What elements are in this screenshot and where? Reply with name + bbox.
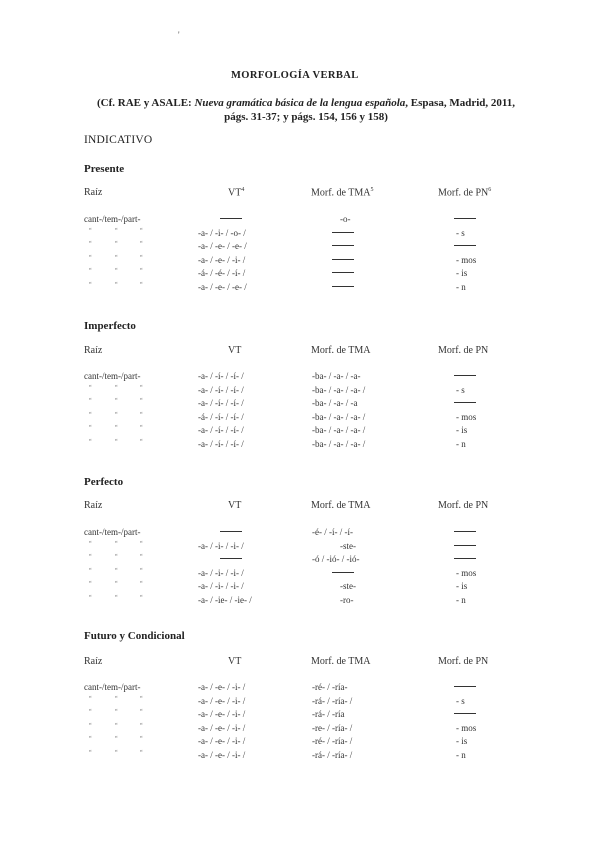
blank-slot [454, 679, 476, 687]
column-header-pn: Morf. de PN [438, 500, 489, 511]
ditto-mark: “ [89, 567, 92, 574]
theme-vowel-cell: -a- / -e- / -i- / [198, 749, 246, 760]
blank-slot [332, 565, 354, 573]
theme-vowel-cell: -a- / -e- / -e- / [198, 281, 247, 292]
ditto-mark: “ [89, 722, 92, 729]
footnote-mark: 4 [241, 187, 245, 193]
ditto-mark: “ [140, 709, 143, 715]
tma-morpheme-cell: -ó / -ió- / -ió- [312, 554, 360, 564]
ditto-mark: “ [140, 241, 143, 247]
pn-morpheme-cell: - is [456, 736, 468, 746]
ditto-mark: “ [140, 398, 143, 404]
ditto-mark: “ [140, 268, 143, 274]
blank-slot [454, 395, 476, 403]
tma-morpheme-cell: -ste- [340, 540, 356, 551]
tma-morpheme-cell: -ré- / -ría- [312, 682, 348, 692]
tma-morpheme-cell: -ba- / -a- / -a- / [312, 438, 366, 449]
reference-work: Nueva gramática básica de la lengua española [194, 97, 406, 109]
tma-morpheme-cell: -rá- / -ría [312, 709, 345, 719]
tma-morpheme-cell: -ba- / -a- / -a- / [312, 411, 366, 422]
column-header-root: Raíz [84, 656, 103, 667]
reference-note [86, 96, 526, 124]
blank-slot [332, 252, 354, 260]
section-title: Presente [84, 163, 125, 175]
ditto-mark: “ [115, 281, 118, 288]
theme-vowel-cell: -a- / -i- / -i- / [198, 567, 244, 578]
reference-suffix: , Espasa, Madrid, 2011, [405, 97, 516, 109]
tma-morpheme-cell: -rá- / -ría- / [312, 749, 353, 760]
pn-morpheme-cell: - mos [456, 411, 477, 422]
theme-vowel-cell: -a- / -i- / -i- / [198, 581, 244, 591]
pn-morpheme-cell: - is [456, 425, 468, 435]
ditto-mark: “ [115, 594, 118, 601]
theme-vowel-cell: -a- / -í- / -í- / [198, 384, 244, 395]
ditto-mark: “ [140, 227, 143, 234]
blank-slot [332, 225, 354, 233]
column-header-pn: Morf. de PN [438, 656, 489, 667]
theme-vowel-cell: -a- / -e- / -i- / [198, 682, 246, 692]
ditto-mark: “ [140, 438, 143, 445]
pn-morpheme-cell: - n [456, 594, 466, 605]
ditto-mark: “ [115, 749, 118, 756]
column-header-root: Raíz [84, 345, 103, 356]
ditto-mark: “ [115, 241, 118, 247]
ditto-mark: “ [115, 227, 118, 234]
pn-morpheme-cell: - s [456, 384, 465, 395]
ditto-mark: “ [89, 581, 92, 587]
theme-vowel-cell: -a- / -e- / -i- / [198, 722, 246, 733]
ditto-mark: “ [140, 581, 143, 587]
section-title: Futuro y Condicional [84, 630, 185, 642]
tma-morpheme-cell: -ré- / -ría- / [312, 736, 353, 746]
ditto-mark: “ [89, 398, 92, 404]
tma-morpheme-cell: -ro- [340, 594, 354, 605]
pn-morpheme-cell: - mos [456, 722, 477, 733]
section-title: Imperfecto [84, 320, 136, 332]
tma-morpheme-cell: -ba- / -a- / -a- / [312, 425, 366, 435]
blank-slot [454, 551, 476, 559]
root-stem: cant-/tem-/part- [84, 527, 141, 537]
footnote-mark: 6 [488, 187, 492, 193]
reference-prefix: (Cf. RAE y ASALE: [96, 97, 192, 109]
blank-slot [454, 211, 476, 219]
column-header-tma: Morf. de TMA$^5$ [311, 187, 374, 199]
ditto-mark: “ [140, 594, 143, 601]
ditto-mark: “ [89, 594, 92, 601]
pn-morpheme-cell: - mos [456, 254, 477, 265]
theme-vowel-cell: -a- / -í- / -í- / [198, 425, 244, 435]
tma-morpheme-cell: -rá- / -ría- / [312, 695, 353, 706]
blank-slot [454, 238, 476, 246]
ditto-mark: “ [115, 268, 118, 274]
pn-morpheme-cell: - s [456, 695, 465, 706]
column-header-tma: Morf. de TMA [311, 345, 371, 356]
mood-heading: INDICATIVO [84, 134, 153, 146]
ditto-mark: “ [115, 384, 118, 391]
theme-vowel-cell: -a- / -e- / -i- / [198, 254, 246, 265]
theme-vowel-cell: -a- / -e- / -e- / [198, 241, 247, 251]
ditto-mark: “ [89, 425, 92, 431]
root-stem: cant-/tem-/part- [84, 371, 141, 381]
ditto-mark: “ [89, 281, 92, 288]
ditto-mark: “ [89, 411, 92, 418]
ditto-mark: “ [115, 254, 118, 261]
tma-morpheme-cell: -ba- / -a- / -a- / [312, 384, 366, 395]
ditto-mark: “ [89, 227, 92, 234]
theme-vowel-cell: -a- / -í- / -í- / [198, 398, 244, 408]
column-header-root: Raíz [84, 187, 103, 198]
tma-morpheme-cell: -ba- / -a- / -a [312, 398, 358, 408]
theme-vowel-cell: -a- / -e- / -i- / [198, 709, 246, 719]
ditto-mark: “ [89, 540, 92, 547]
blank-slot [332, 279, 354, 287]
ditto-mark: “ [89, 384, 92, 391]
ditto-mark: “ [115, 540, 118, 547]
ditto-mark: “ [140, 384, 143, 391]
blank-slot [454, 538, 476, 546]
ditto-mark: “ [89, 438, 92, 445]
ditto-mark: “ [140, 425, 143, 431]
column-header-vt: VT [228, 656, 242, 667]
tma-morpheme-cell: -é- / -í- / -í- [312, 527, 353, 537]
theme-vowel-cell: -a- / -e- / -i- / [198, 695, 246, 706]
column-header-tma: Morf. de TMA [311, 500, 371, 511]
tma-morpheme-cell: -o- [340, 214, 351, 224]
ditto-mark: “ [89, 254, 92, 261]
ditto-mark: “ [140, 695, 143, 702]
theme-vowel-cell: -á- / -í- / -í- / [198, 411, 244, 422]
ditto-mark: “ [89, 749, 92, 756]
blank-slot [220, 551, 242, 559]
theme-vowel-cell: -a- / -e- / -i- / [198, 736, 246, 746]
ditto-mark: “ [115, 438, 118, 445]
column-header-tma: Morf. de TMA [311, 656, 371, 667]
blank-slot [332, 238, 354, 246]
pn-morpheme-cell: - n [456, 281, 466, 292]
root-stem: cant-/tem-/part- [84, 214, 141, 224]
pn-morpheme-cell: - n [456, 438, 466, 449]
ditto-mark: “ [115, 736, 118, 742]
pn-morpheme-cell: - s [456, 227, 465, 238]
tma-morpheme-cell: -ste- [340, 581, 356, 591]
blank-slot [220, 524, 242, 532]
ditto-mark: “ [140, 567, 143, 574]
pn-morpheme-cell: - is [456, 581, 468, 591]
ditto-mark: “ [140, 736, 143, 742]
pn-morpheme-cell: - n [456, 749, 466, 760]
theme-vowel-cell: -á- / -é- / -í- / [198, 268, 246, 278]
ditto-mark: “ [89, 241, 92, 247]
theme-vowel-cell: -a- / -í- / -í- / [198, 371, 244, 381]
column-header-root: Raíz [84, 500, 103, 511]
ditto-mark: “ [140, 540, 143, 547]
theme-vowel-cell: -a- / -i- / -o- / [198, 227, 246, 238]
blank-slot [332, 265, 354, 273]
blank-slot [454, 706, 476, 714]
column-header-pn: Morf. de PN [438, 345, 489, 356]
blank-slot [220, 211, 242, 219]
stray-mark: ' [178, 30, 180, 40]
ditto-mark: “ [89, 736, 92, 742]
theme-vowel-cell: -a- / -í- / -í- / [198, 438, 244, 449]
ditto-mark: “ [115, 722, 118, 729]
column-header-vt: VT [228, 345, 242, 356]
ditto-mark: “ [89, 695, 92, 702]
tma-morpheme-cell: -re- / -ría- / [312, 722, 353, 733]
ditto-mark: “ [115, 411, 118, 418]
ditto-mark: “ [140, 254, 143, 261]
ditto-mark: “ [115, 709, 118, 715]
reference-pages: págs. 31-37; y págs. 154, 156 y 158) [224, 111, 388, 123]
column-header-vt: $VT^4$ [228, 187, 245, 199]
ditto-mark: “ [89, 709, 92, 715]
column-header-vt: VT [228, 500, 242, 511]
ditto-mark: “ [140, 411, 143, 418]
ditto-mark: “ [115, 554, 118, 560]
theme-vowel-cell: -a- / -ie- / -ie- / [198, 594, 252, 605]
ditto-mark: “ [115, 425, 118, 431]
pn-morpheme-cell: - is [456, 268, 468, 278]
ditto-mark: “ [140, 554, 143, 560]
ditto-mark: “ [140, 749, 143, 756]
footnote-mark: 5 [370, 187, 374, 193]
ditto-mark: “ [140, 281, 143, 288]
theme-vowel-cell: -a- / -i- / -i- / [198, 540, 244, 551]
blank-slot [454, 368, 476, 376]
ditto-mark: “ [89, 268, 92, 274]
page-title: MORFOLOGÍA VERBAL [231, 70, 359, 81]
ditto-mark: “ [89, 554, 92, 560]
ditto-mark: “ [140, 722, 143, 729]
root-stem: cant-/tem-/part- [84, 682, 141, 692]
ditto-mark: “ [115, 695, 118, 702]
section-title: Perfecto [84, 476, 124, 488]
ditto-mark: “ [115, 581, 118, 587]
pn-morpheme-cell: - mos [456, 567, 477, 578]
tma-morpheme-cell: -ba- / -a- / -a- [312, 371, 361, 381]
ditto-mark: “ [115, 567, 118, 574]
ditto-mark: “ [115, 398, 118, 404]
column-header-pn: Morf. de $PN^6$ [438, 187, 492, 199]
blank-slot [454, 524, 476, 532]
